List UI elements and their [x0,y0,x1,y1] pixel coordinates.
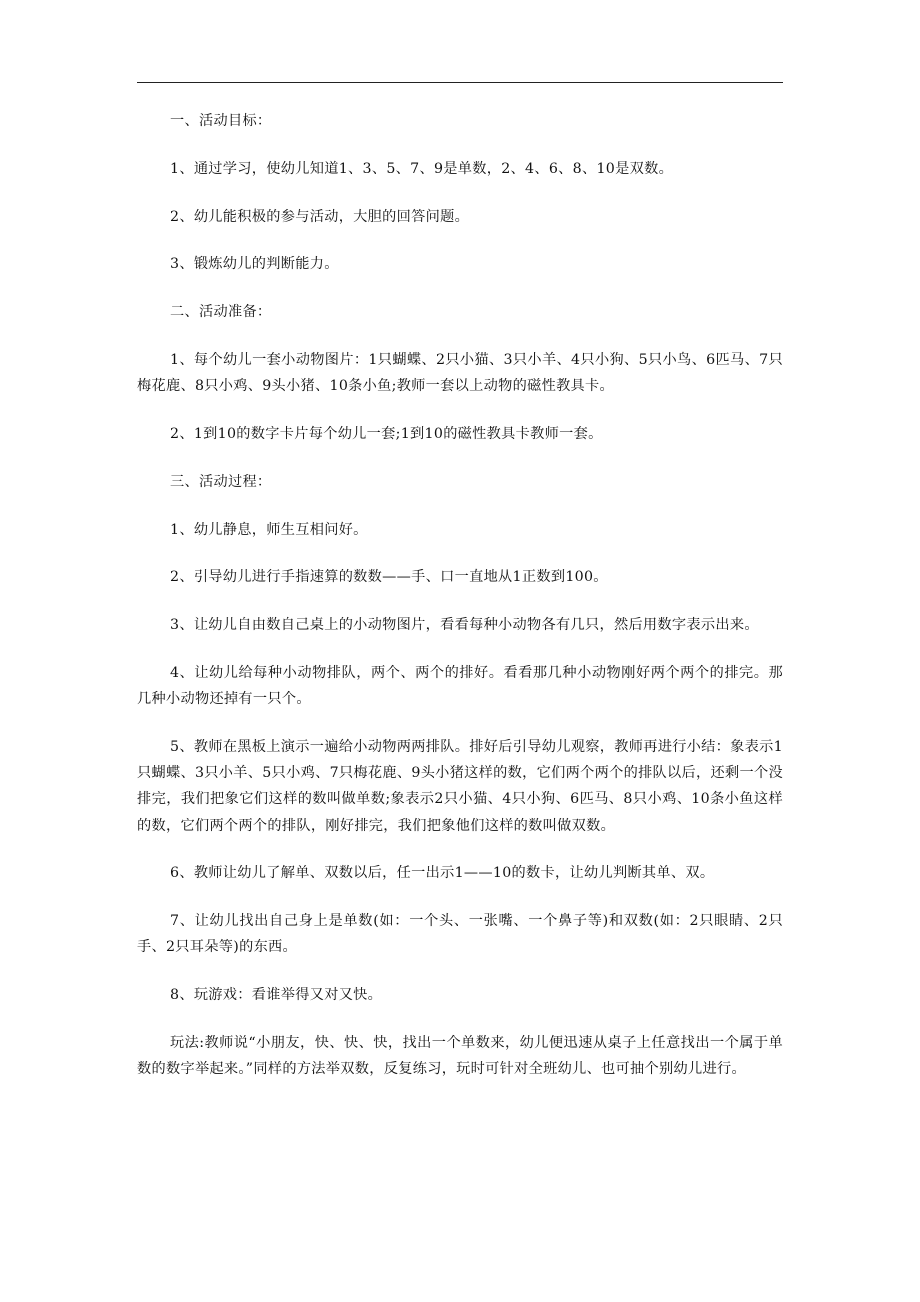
process-item-2: 2、引导幼儿进行手指速算的数数——手、口一直地从1正数到100。 [170,569,608,586]
game-rules: 玩法:教师说“小朋友，快、快、快，找出一个单数来，幼儿便迅速从桌子上任意找出一个属于单数的数字举起来。”同样的方法举双数，反复练习，玩时可针对全班幼儿、也可抽个别幼儿进行。 [137,1034,783,1078]
process-item-7: 7、让幼儿找出自己身上是单数(如：一个头、一张嘴、一个鼻子等)和双数(如：2只眼睛、2只手、2只耳朵等)的东西。 [137,913,783,956]
document-body [137,108,783,1104]
goal-item-1: 1、通过学习，使幼儿知道1、3、5、7、9是单数，2、4、6、8、10是双数。 [170,160,674,177]
process-item-4: 4、让幼儿给每种小动物排队，两个、两个的排好。看看那几种小动物刚好两个两个的排完。那几种小动物还掉有一只个。 [137,664,783,708]
process-item-6: 6、教师让幼儿了解单、双数以后，任一出示1——10的数卡，让幼儿判断其单、双。 [170,865,715,882]
section-heading-process: 三、活动过程： [170,473,272,490]
process-item-8: 8、玩游戏：看谁举得又对又快。 [170,987,383,1004]
preparation-item-1: 1、每个幼儿一套小动物图片：1只蝴蝶、2只小猫、3只小羊、4只小狗、5只小鸟、6匹马、7只梅花鹿、8只小鸡、9头小猪、10条小鱼;教师一套以上动物的磁性教具卡。 [137,351,783,395]
goal-item-2: 2、幼儿能积极的参与活动，大胆的回答问题。 [170,208,470,225]
process-item-3: 3、让幼儿自由数自己桌上的小动物图片，看看每种小动物各有几只，然后用数字表示出来。 [170,617,759,634]
process-item-1: 1、幼儿静息，师生互相问好。 [170,521,368,538]
process-item-5: 5、教师在黑板上演示一遍给小动物两两排队。排好后引导幼儿观察，教师再进行小结：象表示1只蝴蝶、3只小羊、5只小鸡、7只梅花鹿、9头小猪这样的数，它们两个两个的排队以后，还剩一个没排完，我们把象它们这样的数叫做单数;象表示2只小猫、4只小狗、6匹马、8只小鸡、10条小鱼这样的数，它们两个两个的排队，刚好排完，我们把象他们这样的数叫做双数。 [137,738,783,834]
header-rule [137,82,783,83]
goal-item-3: 3、锻炼幼儿的判断能力。 [170,256,339,273]
preparation-item-2: 2、1到10的数字卡片每个幼儿一套;1到10的磁性教具卡教师一套。 [170,425,603,442]
section-heading-preparation: 二、活动准备： [170,304,272,321]
section-heading-goals: 一、活动目标： [170,113,272,129]
